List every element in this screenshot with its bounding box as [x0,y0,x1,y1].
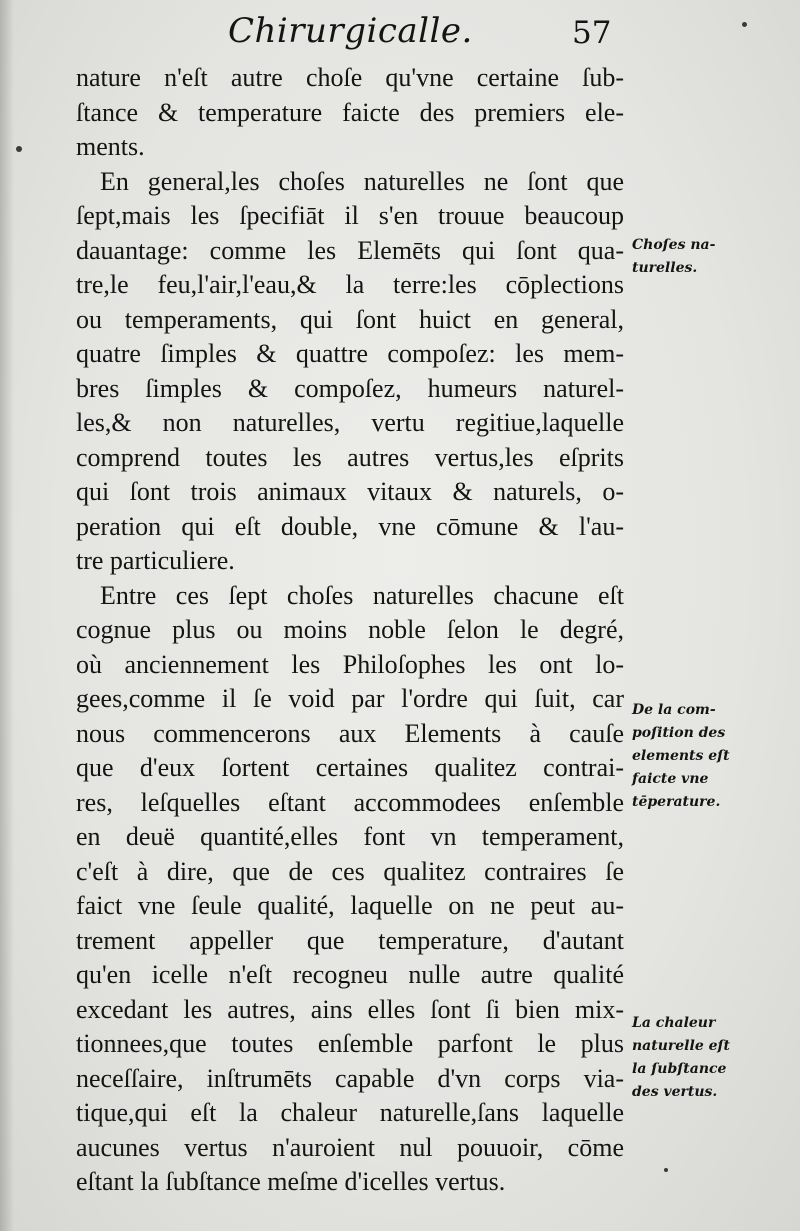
margin-note-line: naturelle eſt [632,1038,730,1054]
text-line: neceſſaire, inſtrumēts capable d'vn corps via- [76,1063,624,1093]
margin-note-composition-of-elements [632,699,792,814]
text-line: c'eſt à dire, que de ces qualitez contraires ſe [76,856,624,886]
margin-note-natural-things [632,234,792,280]
text-line: tre particuliere. [76,546,235,575]
text-line: tique,qui eſt la chaleur naturelle,ſans laquelle [76,1098,624,1127]
text-line: les,& non naturelles, vertu regitiue,laquelle [76,408,624,437]
text-line: excedant les autres, ains elles ſont ſi bien mix- [76,994,624,1024]
text-line: res, leſquelles eſtant accommodees enſemble [76,787,624,817]
text-line: tionnees,que toutes enſemble parfont le plus [76,1029,624,1058]
margin-note-line: tēperature. [632,794,721,810]
text-line: faict vne ſeule qualité, laquelle on ne peut au- [76,891,624,920]
text-line: aucunes vertus n'auroient nul pouuoir, cōme [76,1132,624,1162]
body-text [76,61,624,1200]
paper-speck [16,146,22,152]
text-line: qu'en icelle n'eſt recogneu nulle autre qualité [76,960,624,989]
text-line: ments. [76,132,145,161]
margin-note-natural-heat [632,1012,792,1104]
text-line: cognue plus ou moins noble ſelon le degré, [76,615,624,644]
paper-speck [742,22,747,27]
text-line: quatre ſimples & quattre compoſez: les mem- [76,339,624,368]
margin-note-line: turelles. [632,260,698,276]
text-line: Entre ces ſept choſes naturelles chacune eſt [100,580,624,610]
margin-note-line: des vertus. [632,1084,718,1100]
text-line: où anciennement les Philoſophes les ont lo- [76,649,624,679]
text-line: comprend toutes les autres vertus,les eſprits [76,442,624,472]
margin-note-line: De la com- [632,702,716,718]
text-line: peration qui eſt double, vne cōmune & l'au- [76,511,624,541]
text-line: ou temperaments, qui ſont huict en general, [76,304,624,334]
text-line: En general,les choſes naturelles ne ſont que [100,166,624,196]
paper-speck [664,1168,668,1172]
text-line: trement appeller que temperature, d'autant [76,925,624,955]
text-line: nous commencerons aux Elements à cauſe [76,718,624,748]
text-line: dauantage: comme les Elemēts qui ſont qua- [76,235,624,265]
margin-note-line: la ſubſtance [632,1061,727,1077]
page-header [0,8,800,60]
text-line: que d'eux ſortent certaines qualitez contrai- [76,753,624,782]
text-line: eſtant la ſubſtance meſme d'icelles vertus. [76,1167,506,1196]
margin-note-line: Choſes na- [632,237,716,253]
margin-note-line: elements eſt [632,748,730,764]
page-number: 57 [572,15,612,51]
text-line: gees,comme il ſe void par l'ordre qui ſuit, car [76,684,624,713]
text-line: nature n'eſt autre choſe qu'vne certaine ſub- [76,63,624,92]
running-head: Chirurgicalle. [228,11,473,51]
text-line: ſtance & temperature faicte des premiers ele- [76,97,624,127]
text-line: qui ſont trois animaux vitaux & naturels, o- [76,477,624,506]
text-line: tre,le feu,l'air,l'eau,& la terre:les cōplections [76,270,624,299]
text-line: ſept,mais les ſpecifiāt il s'en trouue beaucoup [76,201,624,230]
margin-note-line: La chaleur [632,1015,716,1031]
text-line: bres ſimples & compoſez, humeurs naturel- [76,373,624,403]
page-edge-shadow [0,0,14,1231]
margin-note-line: faicte vne [632,771,709,787]
text-line: en deuë quantité,elles font vn temperament, [76,822,624,851]
margin-note-line: poſition des [632,725,726,741]
